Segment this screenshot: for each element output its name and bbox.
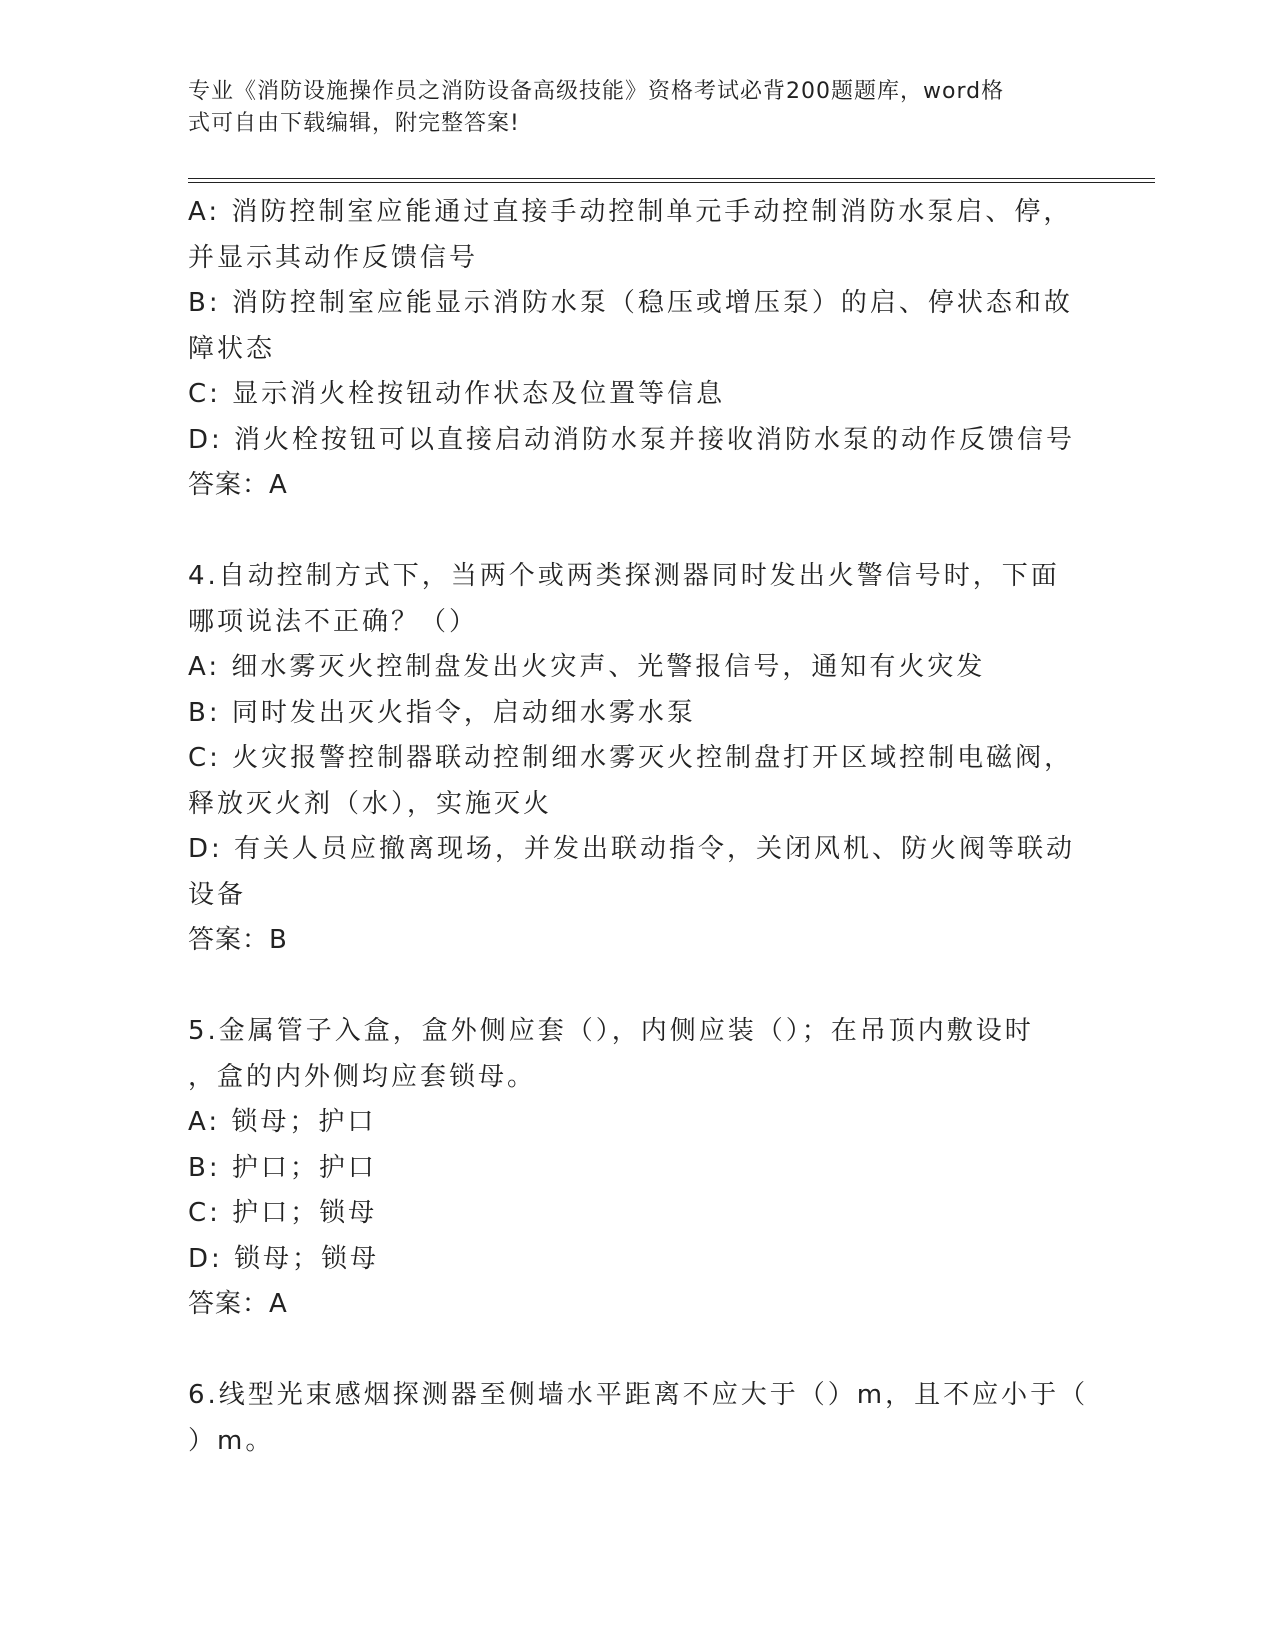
question-separator — [188, 1328, 1088, 1374]
option-a-line-1: A: 消防控制室应能通过直接手动控制单元手动控制消防水泵启、停， — [188, 197, 1073, 227]
option-c-line-1: C: 火灾报警控制器联动控制细水雾灭火控制盘打开区域控制电磁阀， — [188, 743, 1074, 773]
header-title-line-1: 专业《消防设施操作员之消防设备高级技能》资格考试必背200题题库，word格 — [188, 79, 1005, 104]
option-d-line-1: D: 有关人员应撤离现场，并发出联动指令，关闭风机、防火阀等联动 — [188, 834, 1076, 864]
option-b: B: 护口；护口 — [188, 1152, 377, 1183]
option-b-line-2: 障状态 — [188, 333, 276, 364]
question-5-block — [188, 1009, 1088, 1328]
option-c-line-2: 释放灭火剂（水），实施灭火 — [188, 788, 553, 819]
option-c: C: 护口；锁母 — [188, 1198, 378, 1228]
answer-line: 答案：A — [188, 1289, 288, 1319]
question-6-block — [188, 1373, 1088, 1464]
question-separator — [188, 509, 1088, 555]
option-d: D: 锁母；锁母 — [188, 1243, 380, 1274]
option-b-line-1: B: 消防控制室应能显示消防水泵（稳压或增压泵）的启、停状态和故 — [188, 288, 1073, 318]
question-text-line-2: 哪项说法不正确？（） — [188, 606, 479, 637]
question-text-line-1: 4.自动控制方式下，当两个或两类探测器同时发出火警信号时，下面 — [188, 561, 1060, 591]
option-a: A: 细水雾灭火控制盘发出火灾声、光警报信号，通知有火灾发 — [188, 652, 986, 682]
question-4-block — [188, 554, 1088, 964]
header-title-line-2: 式可自由下载编辑，附完整答案! — [188, 111, 520, 136]
option-d: D: 消火栓按钮可以直接启动消防水泵并接收消防水泵的动作反馈信号 — [188, 424, 1076, 455]
option-a: A: 锁母；护口 — [188, 1107, 377, 1137]
header-divider-bottom — [188, 182, 1155, 183]
answer-line: 答案：B — [188, 925, 288, 955]
option-c: C: 显示消火栓按钮动作状态及位置等信息 — [188, 379, 726, 409]
question-separator — [188, 964, 1088, 1010]
question-text-line-1: 6.线型光束感烟探测器至侧墙水平距离不应大于（）m，且不应小于（ — [188, 1380, 1089, 1410]
answer-line: 答案：A — [188, 470, 288, 500]
question-3-block — [188, 190, 1088, 509]
option-d-line-2: 设备 — [188, 879, 247, 910]
option-a-line-2: 并显示其动作反馈信号 — [188, 242, 479, 273]
question-list — [188, 190, 1088, 1464]
option-b: B: 同时发出灭火指令，启动细水雾水泵 — [188, 697, 696, 728]
question-text-line-2: ）m。 — [188, 1425, 275, 1456]
document-header — [188, 76, 1068, 140]
question-text-line-1: 5.金属管子入盒，盒外侧应套（），内侧应装（）；在吊顶内敷设时 — [188, 1016, 1034, 1046]
question-text-line-2: ，盒的内外侧均应套锁母。 — [188, 1061, 537, 1092]
header-divider-top — [188, 178, 1155, 179]
